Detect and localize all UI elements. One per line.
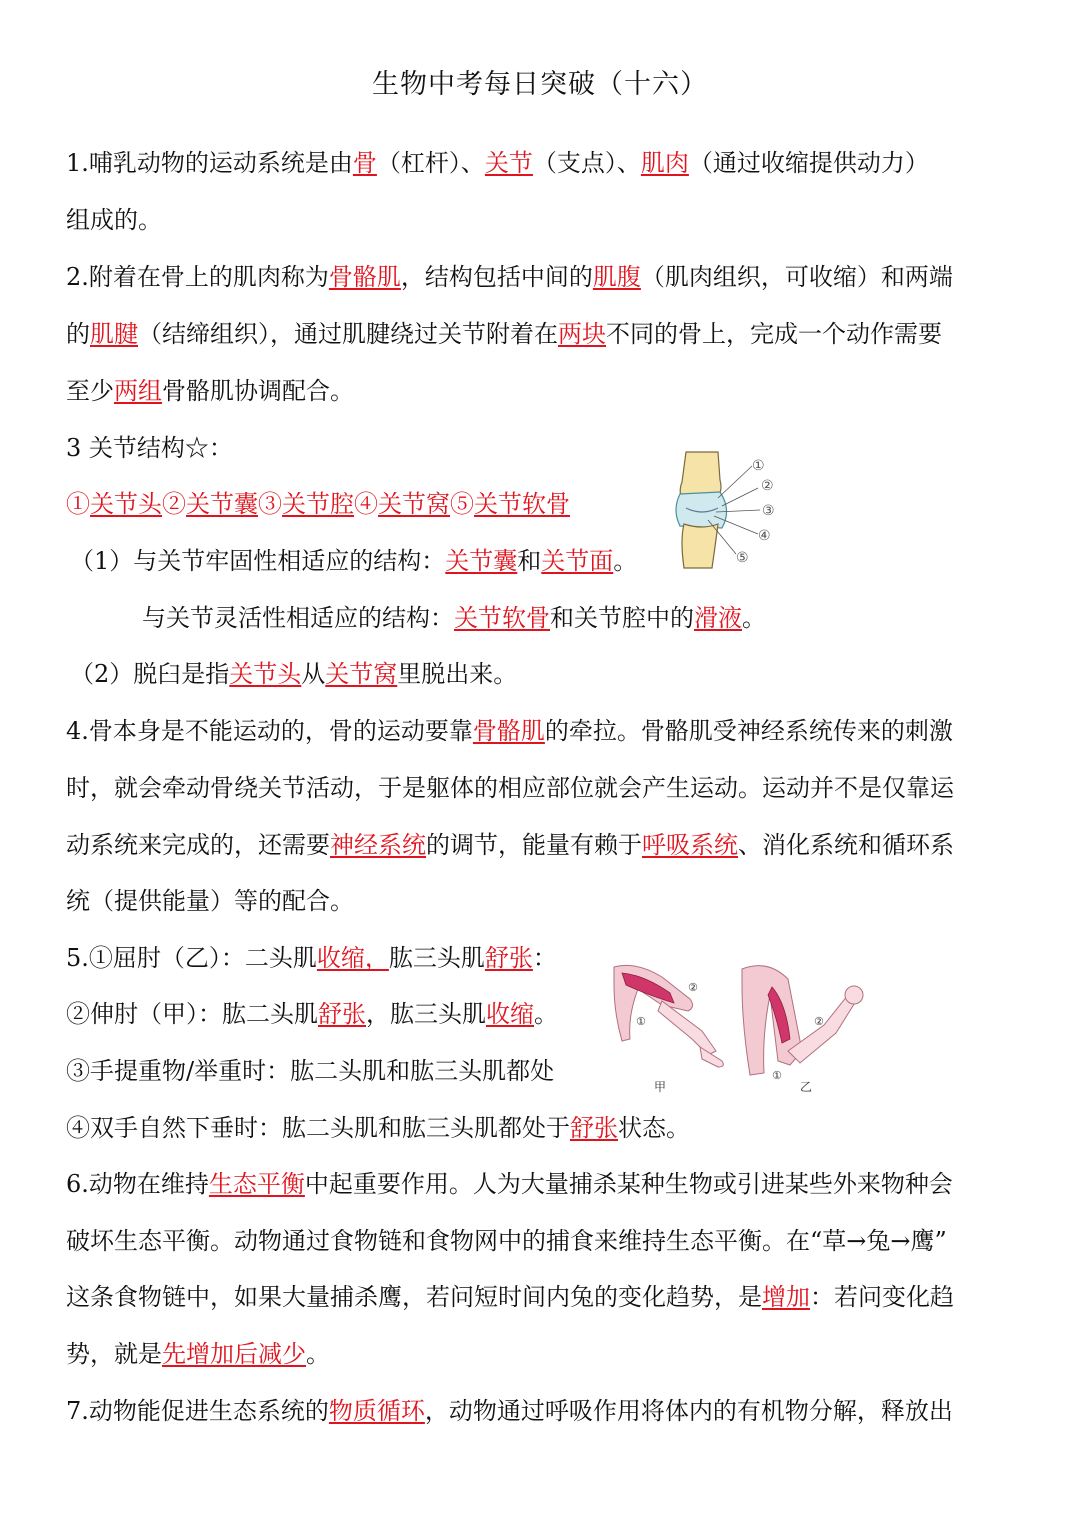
arm-label: ①: [636, 1015, 646, 1028]
keyword: 滑液: [694, 604, 742, 632]
keyword: 关节: [484, 149, 533, 177]
arm-label: ②: [688, 981, 698, 994]
joint-label: ⑤: [736, 550, 749, 566]
keyword: 关节面: [541, 547, 614, 575]
keyword: 舒张: [484, 944, 533, 972]
p3-structure-list: ①关节头②关节囊③关节腔④关节窝⑤关节软骨: [66, 490, 570, 518]
keyword: 骨: [352, 149, 377, 177]
keyword: 收缩: [486, 1000, 534, 1028]
p5-line-2: ②伸肘（甲）：肱二头肌舒张，肱三头肌收缩。: [66, 1000, 558, 1028]
p5-line-4: ④双手自然下垂时：肱二头肌和肱三头肌都处于舒张状态。: [66, 1114, 690, 1142]
keyword: 关节囊: [186, 490, 258, 518]
keyword: 肌肉: [640, 149, 689, 177]
p4-line-3: 动系统来完成的，还需要神经系统的调节，能量有赖于呼吸系统、消化系统和循环系: [66, 831, 954, 859]
p2-line-3: 至少两组骨骼肌协调配合。: [66, 377, 354, 405]
joint-label: ④: [758, 528, 771, 544]
page-title: 生物中考每日突破（十六）: [372, 69, 708, 100]
p6-line-3: 这条食物链中，如果大量捕杀鹰，若问短时间内兔的变化趋势，是增加：若问变化趋: [66, 1283, 954, 1311]
p1-line-1: 1.哺乳动物的运动系统是由骨（杠杆）、关节（支点）、肌肉（通过收缩提供动力）: [66, 149, 929, 177]
keyword: 关节头: [229, 660, 302, 688]
keyword: 先增加后减少: [162, 1340, 306, 1368]
keyword: 两块: [558, 320, 606, 348]
p6-line-2: 破坏生态平衡。动物通过食物链和食物网中的捕食来维持生态平衡。在“草→兔→鹰”: [66, 1227, 947, 1255]
p4-line-1: 4.骨本身是不能运动的，骨的运动要靠骨骼肌的牵拉。骨骼肌受神经系统传来的刺激: [66, 717, 953, 745]
p2-line-2: 的肌腱（结缔组织），通过肌腱绕过关节附着在两块不同的骨上，完成一个动作需要: [66, 320, 942, 348]
keyword: 关节软骨: [454, 604, 550, 632]
p1-line-2: 组成的。: [66, 206, 162, 234]
joint-structure-figure: [662, 450, 792, 575]
arm-label: ①: [772, 1069, 782, 1082]
p5-line-1: 5.①屈肘（乙）：二头肌收缩，肱三头肌舒张：: [66, 944, 557, 972]
keyword: 关节腔: [282, 490, 354, 518]
keyword: 关节软骨: [474, 490, 570, 518]
arm-muscle-figure: [592, 955, 882, 1095]
keyword: 物质循环: [328, 1397, 425, 1425]
keyword: 生态平衡: [208, 1170, 305, 1198]
keyword: 肌腹: [592, 263, 641, 291]
keyword: 肌腱: [90, 320, 138, 348]
keyword: 关节囊: [445, 547, 518, 575]
arm-label: ②: [814, 1015, 824, 1028]
keyword: 呼吸系统: [642, 831, 738, 859]
p3-sub-1: （1）与关节牢固性相适应的结构：关节囊和关节面。: [70, 547, 638, 575]
joint-label: ③: [762, 503, 775, 519]
keyword: 增加: [762, 1283, 810, 1311]
p3-heading: 3 关节结构☆：: [66, 434, 233, 462]
p6-line-1: 6.动物在维持生态平衡中起重要作用。人为大量捕杀某种生物或引进某些外来物种会: [66, 1170, 953, 1198]
p3-sub-2: 与关节灵活性相适应的结构：关节软骨和关节腔中的滑液。: [142, 604, 766, 632]
keyword: 关节头: [90, 490, 162, 518]
p5-line-3: ③手提重物/举重时：肱二头肌和肱三头肌都处: [66, 1057, 555, 1085]
keyword: 关节窝: [325, 660, 398, 688]
joint-label: ②: [761, 478, 774, 494]
arm-caption-left: 甲: [654, 1080, 667, 1094]
keyword: 骨骼肌: [328, 263, 401, 291]
p4-line-4: 统（提供能量）等的配合。: [66, 887, 354, 915]
joint-label: ①: [752, 458, 765, 474]
keyword: 关节窝: [378, 490, 450, 518]
arm-caption-right: 乙: [800, 1080, 813, 1094]
keyword: 收缩，: [316, 944, 389, 972]
p3-sub-3: （2）脱臼是指关节头从关节窝里脱出来。: [70, 660, 518, 688]
p7-line-1: 7.动物能促进生态系统的物质循环，动物通过呼吸作用将体内的有机物分解，释放出: [66, 1397, 953, 1425]
p2-line-1: 2.附着在骨上的肌肉称为骨骼肌，结构包括中间的肌腹（肌肉组织，可收缩）和两端: [66, 263, 953, 291]
keyword: 骨骼肌: [472, 717, 545, 745]
keyword: 舒张: [570, 1114, 618, 1142]
p4-line-2: 时，就会牵动骨绕关节活动，于是躯体的相应部位就会产生运动。运动并不是仅靠运: [66, 774, 954, 802]
keyword: 神经系统: [330, 831, 426, 859]
p6-line-4: 势，就是先增加后减少。: [66, 1340, 330, 1368]
keyword: 舒张: [318, 1000, 366, 1028]
keyword: 两组: [114, 377, 162, 405]
